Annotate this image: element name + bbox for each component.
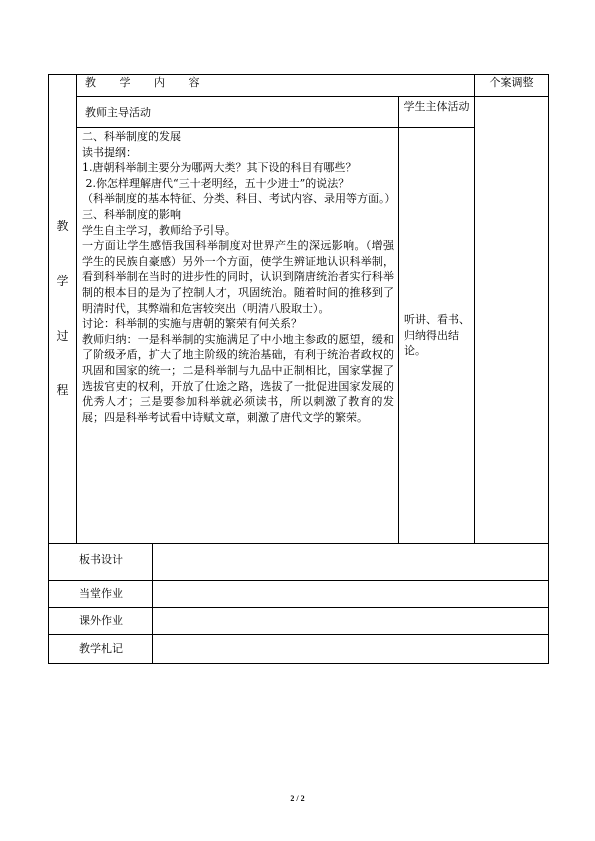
process-label — [49, 219, 76, 398]
content-line: 讨论：科举制的实施与唐朝的繁荣有何关系？ — [82, 317, 302, 331]
content-line: 二、科举制度的发展 — [82, 130, 181, 143]
content-line: 一方面让学生感悟我国科举制度对世界产生的深远影响。（增强学生的民族自豪感）另外一个方面，使学生辨证地认识科举制，看到科举制在当时的进步性的同时，认识到隋唐统治者实行科举制的根本目的是为了控制人才，巩固统治。随着时间的推移到了明清时代，其弊端和危害较突出（明清八股取士）。 — [82, 239, 394, 315]
teaching-notes-label: 教学札记 — [49, 635, 153, 664]
teacher-activity-header: 教师主导活动 — [77, 97, 399, 128]
board-design-label: 板书设计 — [49, 544, 153, 581]
teaching-notes-cell — [153, 635, 549, 664]
content-line: 1.唐朝科举制主要分为哪两大类？其下设的科目有哪些？ — [82, 161, 357, 175]
lesson-plan-table — [48, 74, 549, 664]
process-label-char: 学 — [56, 273, 69, 288]
content-line: （科举制度的基本特征、分类、科目、考试内容、录用等方面。） — [82, 192, 396, 206]
extracurricular-homework-label: 课外作业 — [49, 608, 153, 635]
classroom-homework-label: 当堂作业 — [49, 581, 153, 608]
process-label-char: 教 — [56, 219, 69, 234]
board-design-cell — [153, 544, 549, 581]
content-line: 学生自主学习，教师给予引导。 — [82, 223, 236, 237]
process-label-cell — [49, 75, 77, 544]
student-activity-content: 听讲、看书、归纳得出结论。 — [399, 128, 475, 544]
teacher-activity-content — [77, 128, 399, 544]
process-label-char: 程 — [56, 383, 69, 398]
extracurricular-homework-cell — [153, 608, 549, 635]
student-activity-header: 学生主体活动 — [399, 97, 475, 128]
process-label-char: 过 — [56, 328, 69, 343]
content-line: 教师归纳：一是科举制的实施满足了中小地主参政的愿望，缓和了阶级矛盾，扩大了地主阶级的统治基础，有利于统治者政权的巩固和国家的统一；二是科举制与九品中正制相比，国家掌握了选拔官吏的权利，开放了仕途之路，选拔了一批促进国家发展的优秀人才；三是要参加科举就必须读书，所以刺激了教育的发展；四是科举考试看中诗赋文章，刺激了唐代文学的繁荣。 — [82, 332, 394, 424]
content-line: 读书提纲： — [82, 145, 137, 159]
case-adjust-header: 个案调整 — [475, 75, 549, 97]
case-adjust-cell — [475, 97, 549, 544]
teaching-content-header: 教 学 内 容 — [77, 75, 475, 97]
page-number: 2 / 2 — [290, 794, 305, 803]
content-line: 2.你怎样理解唐代“三十老明经，五十少进士”的说法？ — [82, 176, 350, 190]
classroom-homework-cell — [153, 581, 549, 608]
content-line: 三、科举制度的影响 — [82, 207, 181, 221]
